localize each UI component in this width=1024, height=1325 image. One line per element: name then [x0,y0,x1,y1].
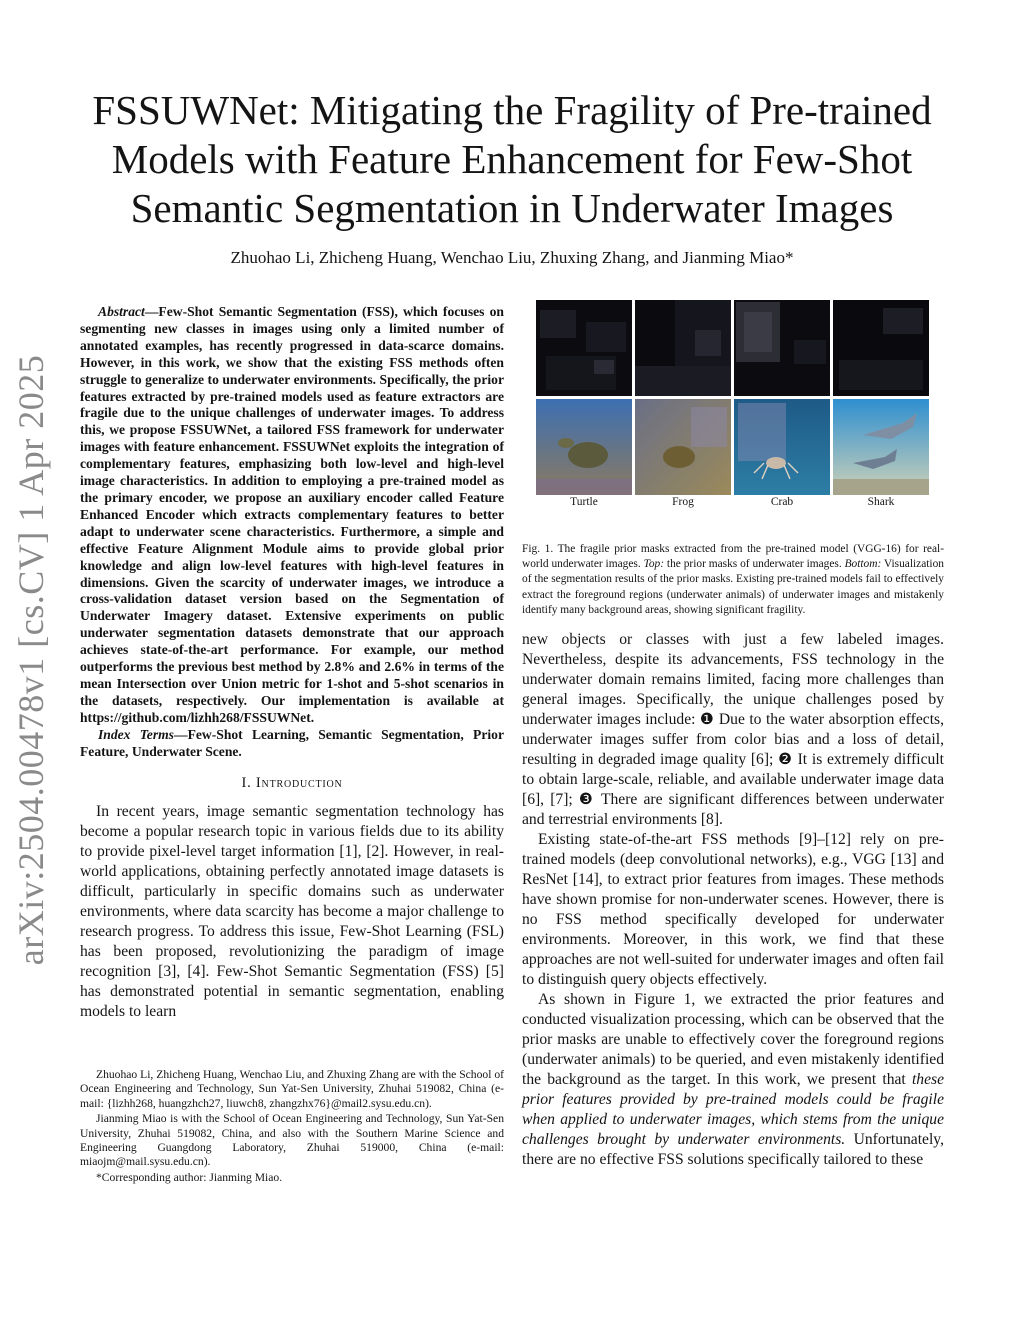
right-paragraph-3 [522,990,944,1170]
arxiv-identifier [8,354,54,966]
prior-mask-turtle-image [536,300,632,396]
intro-paragraph: In recent years, image semantic segmentation technology has become a popular research topic in various fields due to its ability to provide pixel-level target information [1], [2]. However, in real-world applications, obtaining perfectly annotated image datasets is difficult, particularly in specific domains such as underwater environments, where data scarcity has become a major challenge to research progress. To address this issue, Few-Shot Learning (FSL) has been proposed, revolutionizing the paradigm of image recognition [3], [4]. Few-Shot Semantic Segmentation (FSS) [5] has demonstrated potential in semantic segmentation, enabling models to learn [80,803,504,1021]
footnotes [80,1068,504,1186]
figure-caption [522,542,944,618]
abstract [80,304,504,727]
index-terms [80,727,504,761]
segmentation-frog-image [635,399,731,495]
figure-image-grid [536,300,928,495]
right-paragraph-3-start: As shown in Figure 1, we extracted the prior features and conducted visualization processing, which can be observed that the prior masks are unable to effectively cover the foreground regions (underwater animals) to be queried, and even mistakenly identified the background as the target. In this work, we present that [522,991,944,1089]
prior-mask-frog-image [635,300,731,396]
prior-mask-shark-image [833,300,929,396]
caption-lead: Fig. 1. The fragile prior masks extracted from the pre-trained model (VGG-16) for real-world underwater images. [522,543,944,571]
right-column [522,300,944,1170]
left-column [80,304,504,1022]
section-heading-introduction [80,775,504,792]
section-heading-text: I. Introduction [241,775,343,792]
figure-1 [536,300,928,508]
paper-title: FSSUWNet: Mitigating the Fragility of Pre-trained Models with Feature Enhancement for Few-Shot Semantic Segmentation in Underwater Images [92,87,932,231]
figure-labels [536,496,928,508]
figure-label-frog: Frog [672,496,694,508]
index-terms-label: Index Terms [98,726,174,742]
arxiv-identifier-text: arXiv:2504.00478v1 [cs.CV] 1 Apr 2025 [11,354,51,966]
footnote-affiliation-1: Zhuohao Li, Zhicheng Huang, Wenchao Liu, and Zhuxing Zhang are with the School of Ocean Engineering and Technology, Sun Yat-Sen University, Zhuhai 519082, China (e-mail: {lizhh268, huangzhch27, liuwch8, zhangzhx76}@mail2.sysu.edu.cn). [80,1068,504,1110]
segmentation-turtle-image [536,399,632,495]
figure-label-crab: Crab [770,496,794,508]
caption-bottom-text: Visualization of the segmentation results of the prior masks. Existing pre-trained models fail to effectively extract the foreground regions (underwater animals) of underwater images and mistakenly identify many background areas, showing significant fragility. [522,558,944,616]
right-paragraph-2: Existing state-of-the-art FSS methods [9]–[12] rely on pre-trained models (deep convolutional networks), e.g., VGG [13] and ResNet [14], to extract prior features from images. These methods have shown promise for non-underwater scenes. However, there is no FSS method specifically developed for underwater environments. Moreover, in this work, we find that these approaches are not well-suited for underwater images and often fail to distinguish query objects effectively. [522,831,944,989]
abstract-label: Abstract [98,304,145,319]
segmentation-crab-image [734,399,830,495]
right-paragraph-3-emphasis: these prior features provided by pre-trained models could be fragile when applied to underwater images, which stems from the unique challenges brought by underwater environments. [522,1071,944,1149]
segmentation-shark-image [833,399,929,495]
author-list: Zhuohao Li, Zhicheng Huang, Wenchao Liu, Zhuxing Zhang, and Jianming Miao* [230,248,794,267]
footnote-corresponding: *Corresponding author: Jianming Miao. [96,1170,283,1184]
index-terms-text: —Few-Shot Learning, Semantic Segmentation, Prior Feature, Underwater Scene. [80,726,504,759]
figure-label-shark: Shark [867,496,895,508]
right-paragraph-1: new objects or classes with just a few labeled images. Nevertheless, despite its advancements, FSS technology in the underwater domain remains limited, facing more challenges than general images. Specifically, the unique challenges posed by underwater images include: ❶ Due to the water absorption effects, underwater images suffer from color bias and a loss of detail, resulting in degraded image quality [6]; ❷ It is extremely difficult to obtain large-scale, reliable, and available underwater image data [6], [7]; ❸ There are significant differences between underwater and terrestrial environments [8]. [522,631,944,829]
right-paragraph-3-end: Unfortunately, there are no effective FSS solutions specifically tailored to these [522,1131,944,1169]
caption-top-text: the prior masks of underwater images. [664,558,845,571]
figure-label-turtle: Turtle [570,496,598,508]
caption-top-label: Top: [643,558,665,571]
abstract-text: —Few-Shot Semantic Segmentation (FSS), which focuses on segmenting new classes in images using only a limited number of annotated examples, has recently progressed in data-scarce domains. However, in this work, we show that the existing FSS methods often struggle to generalize to underwater environments. Specifically, the prior features extracted by pre-trained models used as feature extractors are fragile due to the unique challenges of underwater images. To address this, we propose FSSUWNet, a tailored FSS framework for underwater images with feature enhancement. FSSUWNet exploits the integration of complementary features, emphasizing both low-level and high-level image characteristics. In addition to employing a pre-trained model as the primary encoder, we propose an auxiliary encoder called Feature Enhanced Encoder which extracts complementary features to better adapt to underwater scene characteristics. Furthermore, a simple and effective Feature Alignment Module aims to provide global prior knowledge and align low-level features with high-level features in dimensions. Given the scarcity of underwater images, we introduce a cross-validation dataset version based on the Segmentation of Underwater Imagery dataset. Extensive experiments on public underwater segmentation datasets demonstrate that our approach achieves state-of-the-art performance. For example, our method outperforms the previous best method by 2.8% and 2.6% in terms of the mean Intersection over Union metric for 1-shot and 5-shot scenarios in the datasets, respectively. Our implementation is available at https://github.com/lizhh268/FSSUWNet. [80,304,504,725]
caption-bottom-label: Bottom: [844,558,882,571]
prior-mask-crab-image [734,300,830,396]
footnote-affiliation-2: Jianming Miao is with the School of Ocean Engineering and Technology, Sun Yat-Sen University, Zhuhai 519082, China, and also with the Southern Marine Science and Engineering Guangdong Laboratory, Zhuhai 519000, China (e-mail: miaojm@mail.sysu.edu.cn). [80,1112,504,1169]
